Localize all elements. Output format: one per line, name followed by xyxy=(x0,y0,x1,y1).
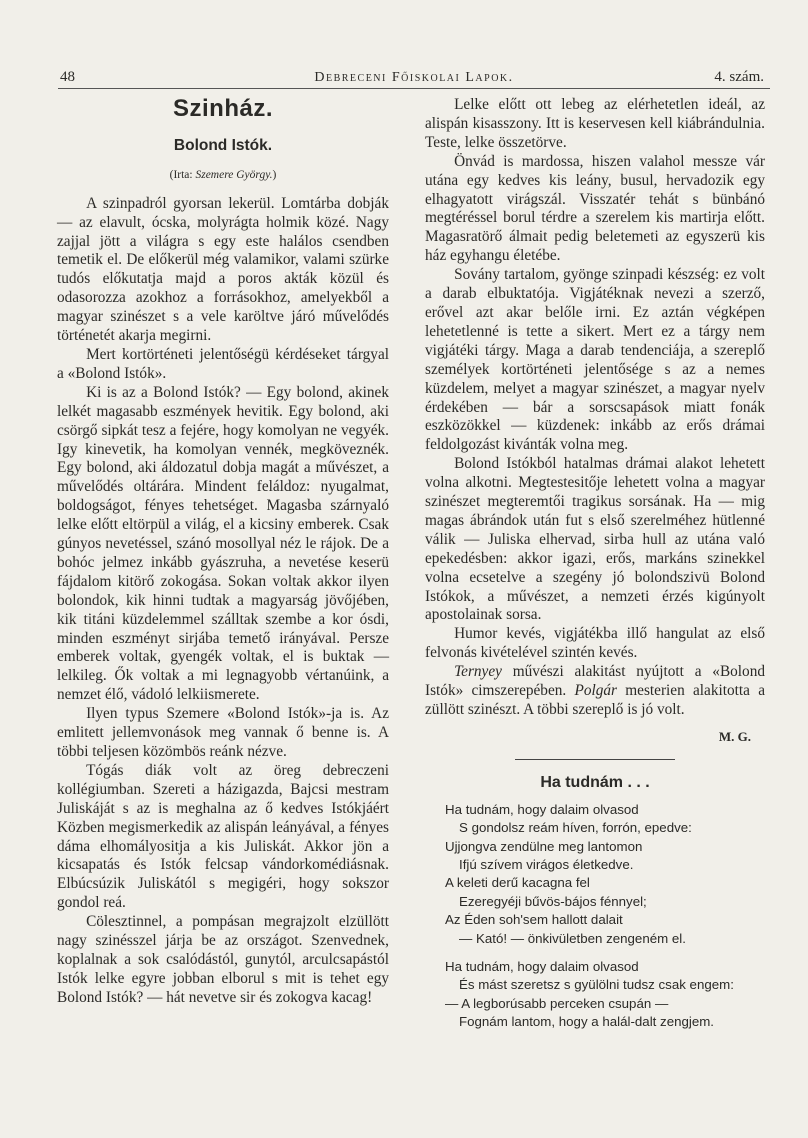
divider xyxy=(515,759,675,760)
poem-line: És mást szeretsz s gyülölni tudsz csak engem: xyxy=(459,977,734,993)
byline-author: Szemere György. xyxy=(195,168,273,181)
paragraph: Ki is az a Bolond Istók? — Egy bolond, akinek lelkét magasabb eszmények hevitik. Egy bolond, aki csörgő sipkát tesz a fejére, hogy komolyan ne vegyék. Igy kinevetik, ha komolyan vennék, megköveznék. Egy bolond, aki áldozatul dobja magát a művészet, a művelődés oltárára. Mindent feláldoz: nyugalmat, boldogságot, fényes tehetséget. Magasba szárnyaló lelke előtt eltörpül a világ, el a kicsiny emberek. Csak gúnyos nevetéssel, szánó mosollyal néz le rájok. De a bohóc jelmez inkább gyászruha, a nevetése keserü fájdalom kitörő zokogása. Sokan voltak akkor ilyen bolondok, kik hinni tudtak a magyarság jövőjében, kik titáni küzdelemmel szálltak szembe a kor ósdi, minden eszményt sirjába temető irányával. Persze emberek voltak, gyengék voltak, el is buktak — lelkileg. Ők voltak a mi legnagyobb vértanúink, a nemzet élő, vádoló lelkiismerete. xyxy=(57,383,389,704)
paragraph-text: mesterien alakitotta a züllött szinészt. A többi szereplő is jó volt. xyxy=(425,682,765,718)
right-column xyxy=(425,96,765,1042)
page-number: 48 xyxy=(60,69,75,85)
poem-line: — Kató! — önkivületben zengeném el. xyxy=(459,930,686,946)
section-title: Szinház. xyxy=(172,95,273,122)
poem-line: A keleti derű kacagna fel xyxy=(445,875,590,891)
poem-line: Az Éden soh'sem hallott dalait xyxy=(445,912,623,928)
poem-line: Ha tudnám, hogy dalaim olvasod xyxy=(445,958,639,974)
paragraph: Tógás diák volt az öreg debreczeni kollégiumban. Szereti a házigazda, Bajcsi mestram Juliskáját s az is meghalna az ő kedves Istókjáért Közben megismerkedik az alispán leányával, a fényes dáma elhomályositja a kis Juliskát. Akkor jön a kicsapatás és Istók felcsap vándorkomédiásnak. Elbúcsúzik Juliskától s megigéri, hogy sokszor gondol reá. xyxy=(57,761,389,912)
paragraph xyxy=(425,663,765,720)
paragraph: A szinpadról gyorsan lekerül. Lomtárba dobják — az elavult, ócska, molyrágta holmik közé. Nagy zajjal jött a világra s egy este halálos csendben temetik el. De előkerül még valamikor, valami szürke tudós előkutatja majd a poros akták közül és odasorozza azokhoz a forrásokhoz, amelyekből a magyar szinészet s a vele karöltve járó művelődés történetét akarja megirni. xyxy=(57,194,389,345)
poem-line: Ujjongva zendülne meg lantomon xyxy=(445,838,643,854)
journal-title: Debreceni Főiskolai Lapok. xyxy=(314,70,514,85)
poem-stanza xyxy=(445,958,765,1032)
issue-number: 4. szám. xyxy=(714,69,764,85)
byline xyxy=(57,166,389,185)
paragraph: Önvád is mardossa, hiszen valahol messze vár utána egy kedves kis leány, busul, hervadozik egy elhagyatott virágszál. Visszatér tehát s bünbánó megtéréssel borul térdre a szerelem kis martirja előtt. Magasratörő álmait pedig beletemeti az egyszerü kis ház egyhangu életébe. xyxy=(425,152,765,265)
poem-stanza xyxy=(445,801,765,948)
article-title: Bolond Istók. xyxy=(173,136,273,154)
page-header xyxy=(58,66,770,89)
paragraph: Ilyen typus Szemere «Bolond Istók»-ja is. Az emlitett jellemvonások meg vannak ő benne is. A többi teljesen közömbös reánk nézve. xyxy=(57,705,389,760)
paragraph: Cölesztinnel, a pompásan megrajzolt elzüllött nagy szinésszel járja be az országot. Szenvednek, koplalnak a sok csalódástól, gunytól, arculcsapástól Istók lelke egyre jobban elborul s mit is tehet egy Bolond Istók? — hát nevetve sir és zokogva kacag! xyxy=(57,913,389,1006)
paragraph: Lelke előtt ott lebeg az elérhetetlen ideál, az alispán kisasszony. Itt is keservesen kell kiábrándulnia. Teste, lelke összetörve. xyxy=(425,96,765,151)
paragraph-text: művészi alakitást nyújtott a «Bolond Istók» cimszerepében. xyxy=(425,663,765,700)
paragraph: Humor kevés, vigjátékba illő hangulat az első felvonás kivételével szintén kevés. xyxy=(425,625,765,662)
poem-line: Fognám lantom, hogy a halál-dalt zengjem. xyxy=(459,1014,714,1030)
paragraph: Mert kortörténeti jelentőségü kérdéseket tárgyal a «Bolond Istók». xyxy=(57,345,389,382)
paragraph: Bolond Istókból hatalmas drámai alakot lehetett volna alkotni. Megtestesitője lehetett volna a magyar szinészet megteremtői tragikus sorsának. Ha — mig magas ábrándok után fut s első szerelméhez hütlenné válik — Juliska elhervad, sirba hull az utána való epekedésben: akkor igazi, erős, markáns szinekkel volna ecsetelve a szegény jó bolondszivü Bolond Istókok, a művészet, a nemzeti érzés kigúnyolt apostolainak sorsa. xyxy=(425,455,765,624)
actor-name: Polgár xyxy=(574,682,617,700)
paragraph: Sovány tartalom, gyönge szinpadi készség: ez volt a darab elbuktatója. Vigjátéknak nevezi a szerző, erővel azt akar belőle irni. Ez aztán végképen lehetetlenné is tette a sikert. Mert ez a tárgy nem vigjátéki tárgy. Maga a darab tendenciája, a szereplő személyek kortörténeti jelentősége s az a nemes küzdelem, melyet a magyar szinészet, a magyar nyelv érdekében — bár a sorscsapások miatt fonák eszközökkel — küzdenek: inkább az erős drámai feldolgozást kivánták volna meg. xyxy=(425,266,765,454)
poem-line: Ha tudnám, hogy dalaim olvasod xyxy=(445,801,639,817)
byline-prefix: (Irta: xyxy=(169,168,193,181)
poem-line: Ezeregyéji bűvös-bájos fénnyel; xyxy=(459,893,647,909)
poem-line: — A legborúsabb perceken csupán — xyxy=(445,995,669,1011)
byline-suffix: ) xyxy=(272,168,277,181)
signature: M. G. xyxy=(718,728,751,744)
poem-title: Ha tudnám . . . xyxy=(540,773,650,791)
poem-line: S gondolsz reám híven, forrón, epedve: xyxy=(459,820,692,836)
left-column xyxy=(57,96,389,1008)
actor-name: Ternyey xyxy=(454,663,502,681)
poem-line: Ifjú szívem virágos életkedve. xyxy=(459,856,634,872)
